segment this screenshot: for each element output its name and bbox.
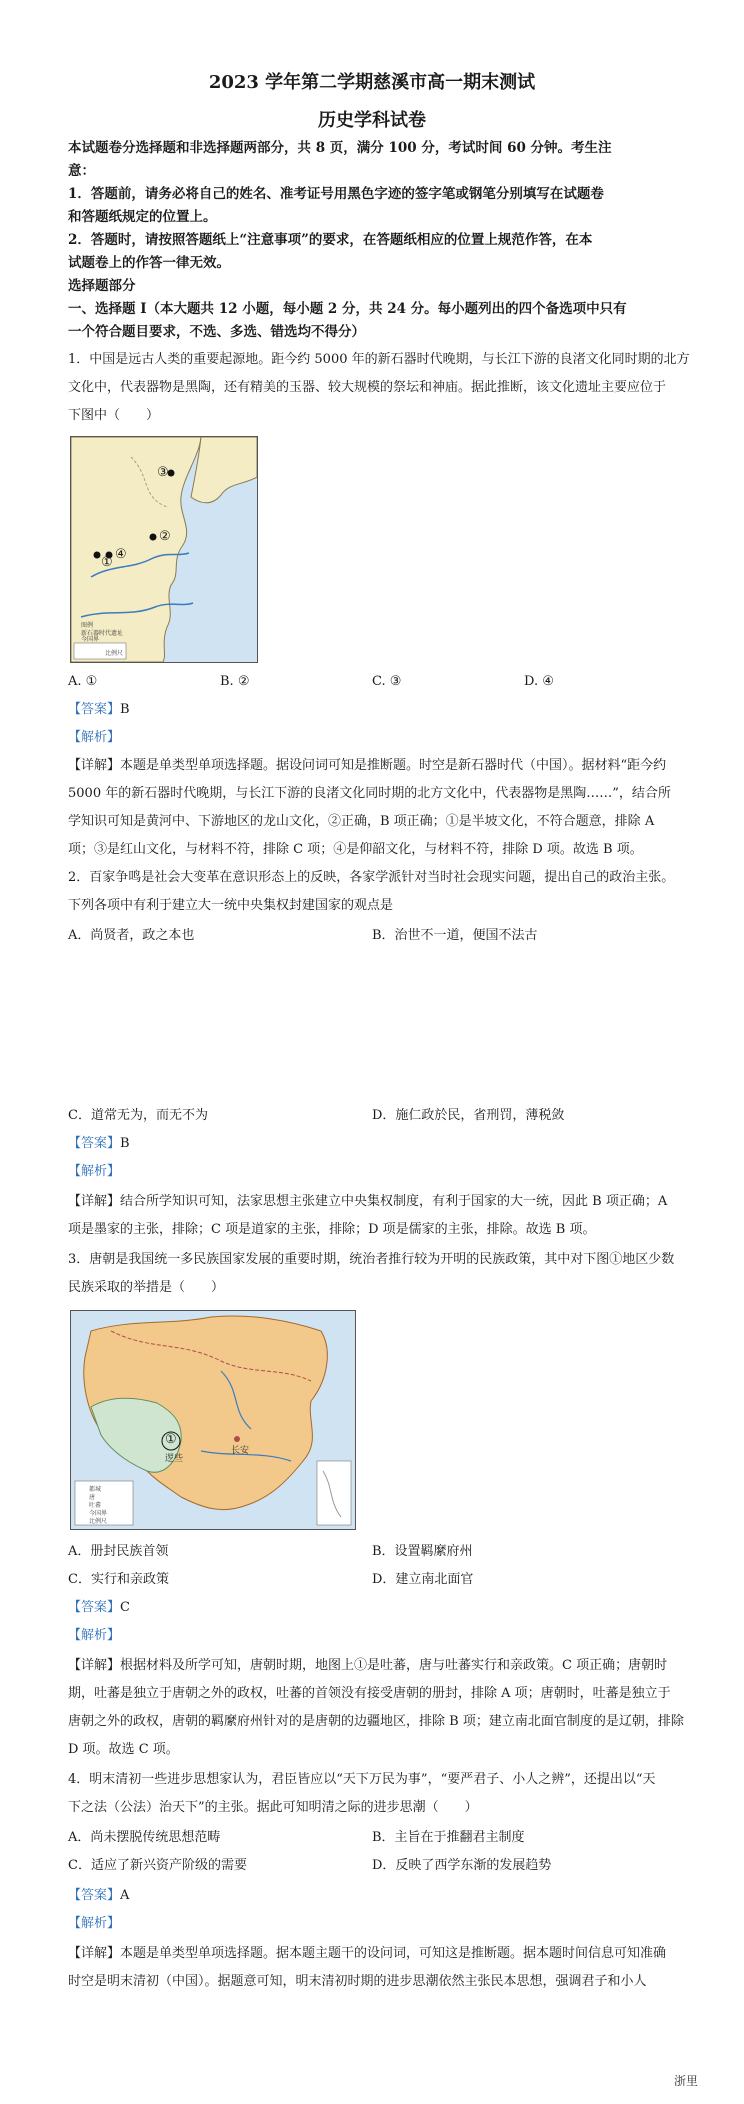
q1-map-legend-site: 新石器时代遗址 <box>81 630 124 637</box>
q3-detail-line-1: 【详解】根据材料及所学可知，唐朝时期，地图上①是吐蕃，唐与吐蕃实行和亲政策。C 项正确；唐朝时 <box>68 1658 668 1673</box>
q4-stem-line-1: 4．明末清初一些进步思想家认为，君臣皆应以“天下万民为事”，“要严君子、小人之辨”，还提出以“天 <box>68 1772 656 1787</box>
q1-stem-line-3: 下图中（ ） <box>68 408 160 423</box>
q1-option-a: A. ① <box>68 674 98 689</box>
q2-option-c: C．道常无为，而无不为 <box>68 1108 208 1123</box>
q3-detail-line-2: 期，吐蕃是独立于唐朝之外的政权，吐蕃的首领没有接受唐朝的册封，排除 A 项；唐朝时，吐蕃是独立于 <box>68 1686 671 1701</box>
instruction-1-line-1: 1．答题前，请务必将自己的姓名、准考证号用黑色字迹的签字笔或钢笔分别填写在试题卷 <box>68 186 604 202</box>
q3-option-a: A．册封民族首领 <box>68 1544 169 1559</box>
q4-option-d: D．反映了西学东渐的发展趋势 <box>372 1858 552 1873</box>
q4-option-a: A．尚未摆脱传统思想范畴 <box>68 1830 221 1845</box>
q3-stem-line-2: 民族采取的举措是（ ） <box>68 1280 225 1295</box>
q3-map-legend-scale: 比例尺 <box>89 1518 108 1525</box>
q2-detail-line-1: 【详解】结合所学知识可知，法家思想主张建立中央集权制度，有利于国家的大一统，因此 B 项正确；A <box>68 1194 668 1209</box>
q3-map <box>70 1310 356 1530</box>
q2-option-d: D．施仁政於民，省刑罚，薄税敛 <box>372 1108 565 1123</box>
q2-answer: 【答案】B <box>68 1136 130 1151</box>
q1-option-b: B. ② <box>220 674 250 689</box>
q1-map-scale-label: 比例尺 <box>105 650 124 657</box>
q1-detail-line-4: 项；③是红山文化，与材料不符，排除 C 项；④是仰韶文化，与材料不符，排除 D 项。故选 B 项。 <box>68 842 643 857</box>
q1-map-marker-2: ② <box>159 529 171 544</box>
q2-option-b: B．治世不一道，便国不法古 <box>372 928 538 943</box>
section-heading-line-1: 一、选择题 I（本大题共 12 小题，每小题 2 分，共 24 分。每小题列出的四个备选项中只有 <box>68 301 627 317</box>
q1-analysis-label: 【解析】 <box>68 730 121 745</box>
q2-stem-line-2: 下列各项中有利于建立大一统中央集权封建国家的观点是 <box>68 898 394 913</box>
q2-analysis-label: 【解析】 <box>68 1164 121 1179</box>
q4-stem-line-2: 下之法（公法）治天下”的主张。据此可知明清之际的进步思潮（ ） <box>68 1800 478 1815</box>
q1-detail-line-3: 学知识可知是黄河中、下游地区的龙山文化，②正确，B 项正确；①是半坡文化，不符合题意，排除 A <box>68 814 655 829</box>
q1-map-marker-1: ① <box>101 555 113 570</box>
q3-stem-line-1: 3．唐朝是我国统一多民族国家发展的重要时期，统治者推行较为开明的民族政策，其中对下图①地区少数 <box>68 1252 675 1267</box>
section-heading-line-2: 一个符合题目要求，不选、多选、错选均不得分） <box>68 324 365 340</box>
q4-detail-line-1: 【详解】本题是单类型单项选择题。据本题主题干的设问词，可知这是推断题。据本题时间信息可知准确 <box>68 1946 667 1961</box>
q3-map-marker-1: ① <box>165 1432 177 1447</box>
q1-map-legend-border: 今国界 <box>81 636 100 643</box>
q2-stem-line-1: 2．百家争鸣是社会大变革在意识形态上的反映，各家学派针对当时社会现实问题，提出自己的政治主张。 <box>68 870 675 885</box>
intro-line-1: 本试题卷分选择题和非选择题两部分，共 8 页，满分 100 分，考试时间 60 分钟。考生注 <box>68 140 612 156</box>
q3-option-b: B．设置羁縻府州 <box>372 1544 473 1559</box>
q4-analysis-label: 【解析】 <box>68 1916 121 1931</box>
section-part: 选择题部分 <box>68 278 136 294</box>
q1-map-legend-title: 图例 <box>81 622 94 629</box>
q1-map-marker-3: ③ <box>157 465 169 480</box>
exam-subtitle: 历史学科试卷 <box>318 110 426 131</box>
q3-map-city-label: 长安 <box>231 1446 250 1456</box>
q4-option-b: B．主旨在于推翻君主制度 <box>372 1830 525 1845</box>
q2-detail-line-2: 项是墨家的主张，排除；C 项是道家的主张，排除；D 项是儒家的主张，排除。故选 B 项。 <box>68 1222 596 1237</box>
q3-map-drawing <box>71 1311 355 1529</box>
q4-option-c: C．适应了新兴资产阶级的需要 <box>68 1858 247 1873</box>
q1-stem-line-1: 1．中国是远古人类的重要起源地。距今约 5000 年的新石器时代晚期，与长江下游的良渚文化同时期的北方 <box>68 352 690 367</box>
q1-answer: 【答案】B <box>68 702 130 717</box>
q1-detail-line-2: 5000 年的新石器时代晚期，与长江下游的良渚文化同时期的北方文化中，代表器物是黑陶……”，结合所 <box>68 786 671 801</box>
q3-map-legend-tubo: 吐蕃 <box>89 1502 102 1509</box>
intro-line-2: 意： <box>68 163 95 179</box>
instruction-2-line-2: 试题卷上的作答一律无效。 <box>68 255 230 271</box>
q3-map-legend-capital: 都城 <box>89 1486 102 1493</box>
q3-map-legend-border: 今国界 <box>89 1510 108 1517</box>
q3-detail-line-3: 唐朝之外的政权，唐朝的羁縻府州针对的是唐朝的边疆地区，排除 B 项；建立南北面官制度的是辽朝，排除 <box>68 1714 684 1729</box>
footer-mark: 浙里 <box>673 2074 698 2088</box>
q3-map-region-label: 逻些 <box>165 1454 184 1464</box>
q1-detail-line-1: 【详解】本题是单类型单项选择题。据设问词可知是推断题。时空是新石器时代（中国）。据材料“距今约 <box>68 758 667 773</box>
q3-answer: 【答案】C <box>68 1600 130 1615</box>
q3-option-d: D．建立南北面官 <box>372 1572 474 1587</box>
q4-detail-line-2: 时空是明末清初（中国）。据题意可知，明末清初时期的进步思潮依然主张民本思想，强调君子和小人 <box>68 1974 647 1989</box>
q4-answer: 【答案】A <box>68 1888 130 1903</box>
instruction-1-line-2: 和答题纸规定的位置上。 <box>68 209 217 225</box>
instruction-2-line-1: 2．答题时，请按照答题纸上“注意事项”的要求，在答题纸相应的位置上规范作答，在本 <box>68 232 593 248</box>
q3-analysis-label: 【解析】 <box>68 1628 121 1643</box>
q1-map <box>70 436 258 663</box>
q1-stem-line-2: 文化中，代表器物是黑陶，还有精美的玉器、较大规模的祭坛和神庙。据此推断，该文化遗址主要应位于 <box>68 380 667 395</box>
q2-option-a: A．尚贤者，政之本也 <box>68 928 195 943</box>
q1-option-d: D. ④ <box>524 674 554 689</box>
q1-option-c: C. ③ <box>372 674 402 689</box>
q1-map-marker-4: ④ <box>115 547 127 562</box>
q3-map-legend-tang: 唐 <box>89 1494 96 1501</box>
exam-title: 2023 学年第二学期慈溪市高一期末测试 <box>208 72 536 93</box>
q3-detail-line-4: D 项。故选 C 项。 <box>68 1742 179 1757</box>
q3-option-c: C．实行和亲政策 <box>68 1572 169 1587</box>
